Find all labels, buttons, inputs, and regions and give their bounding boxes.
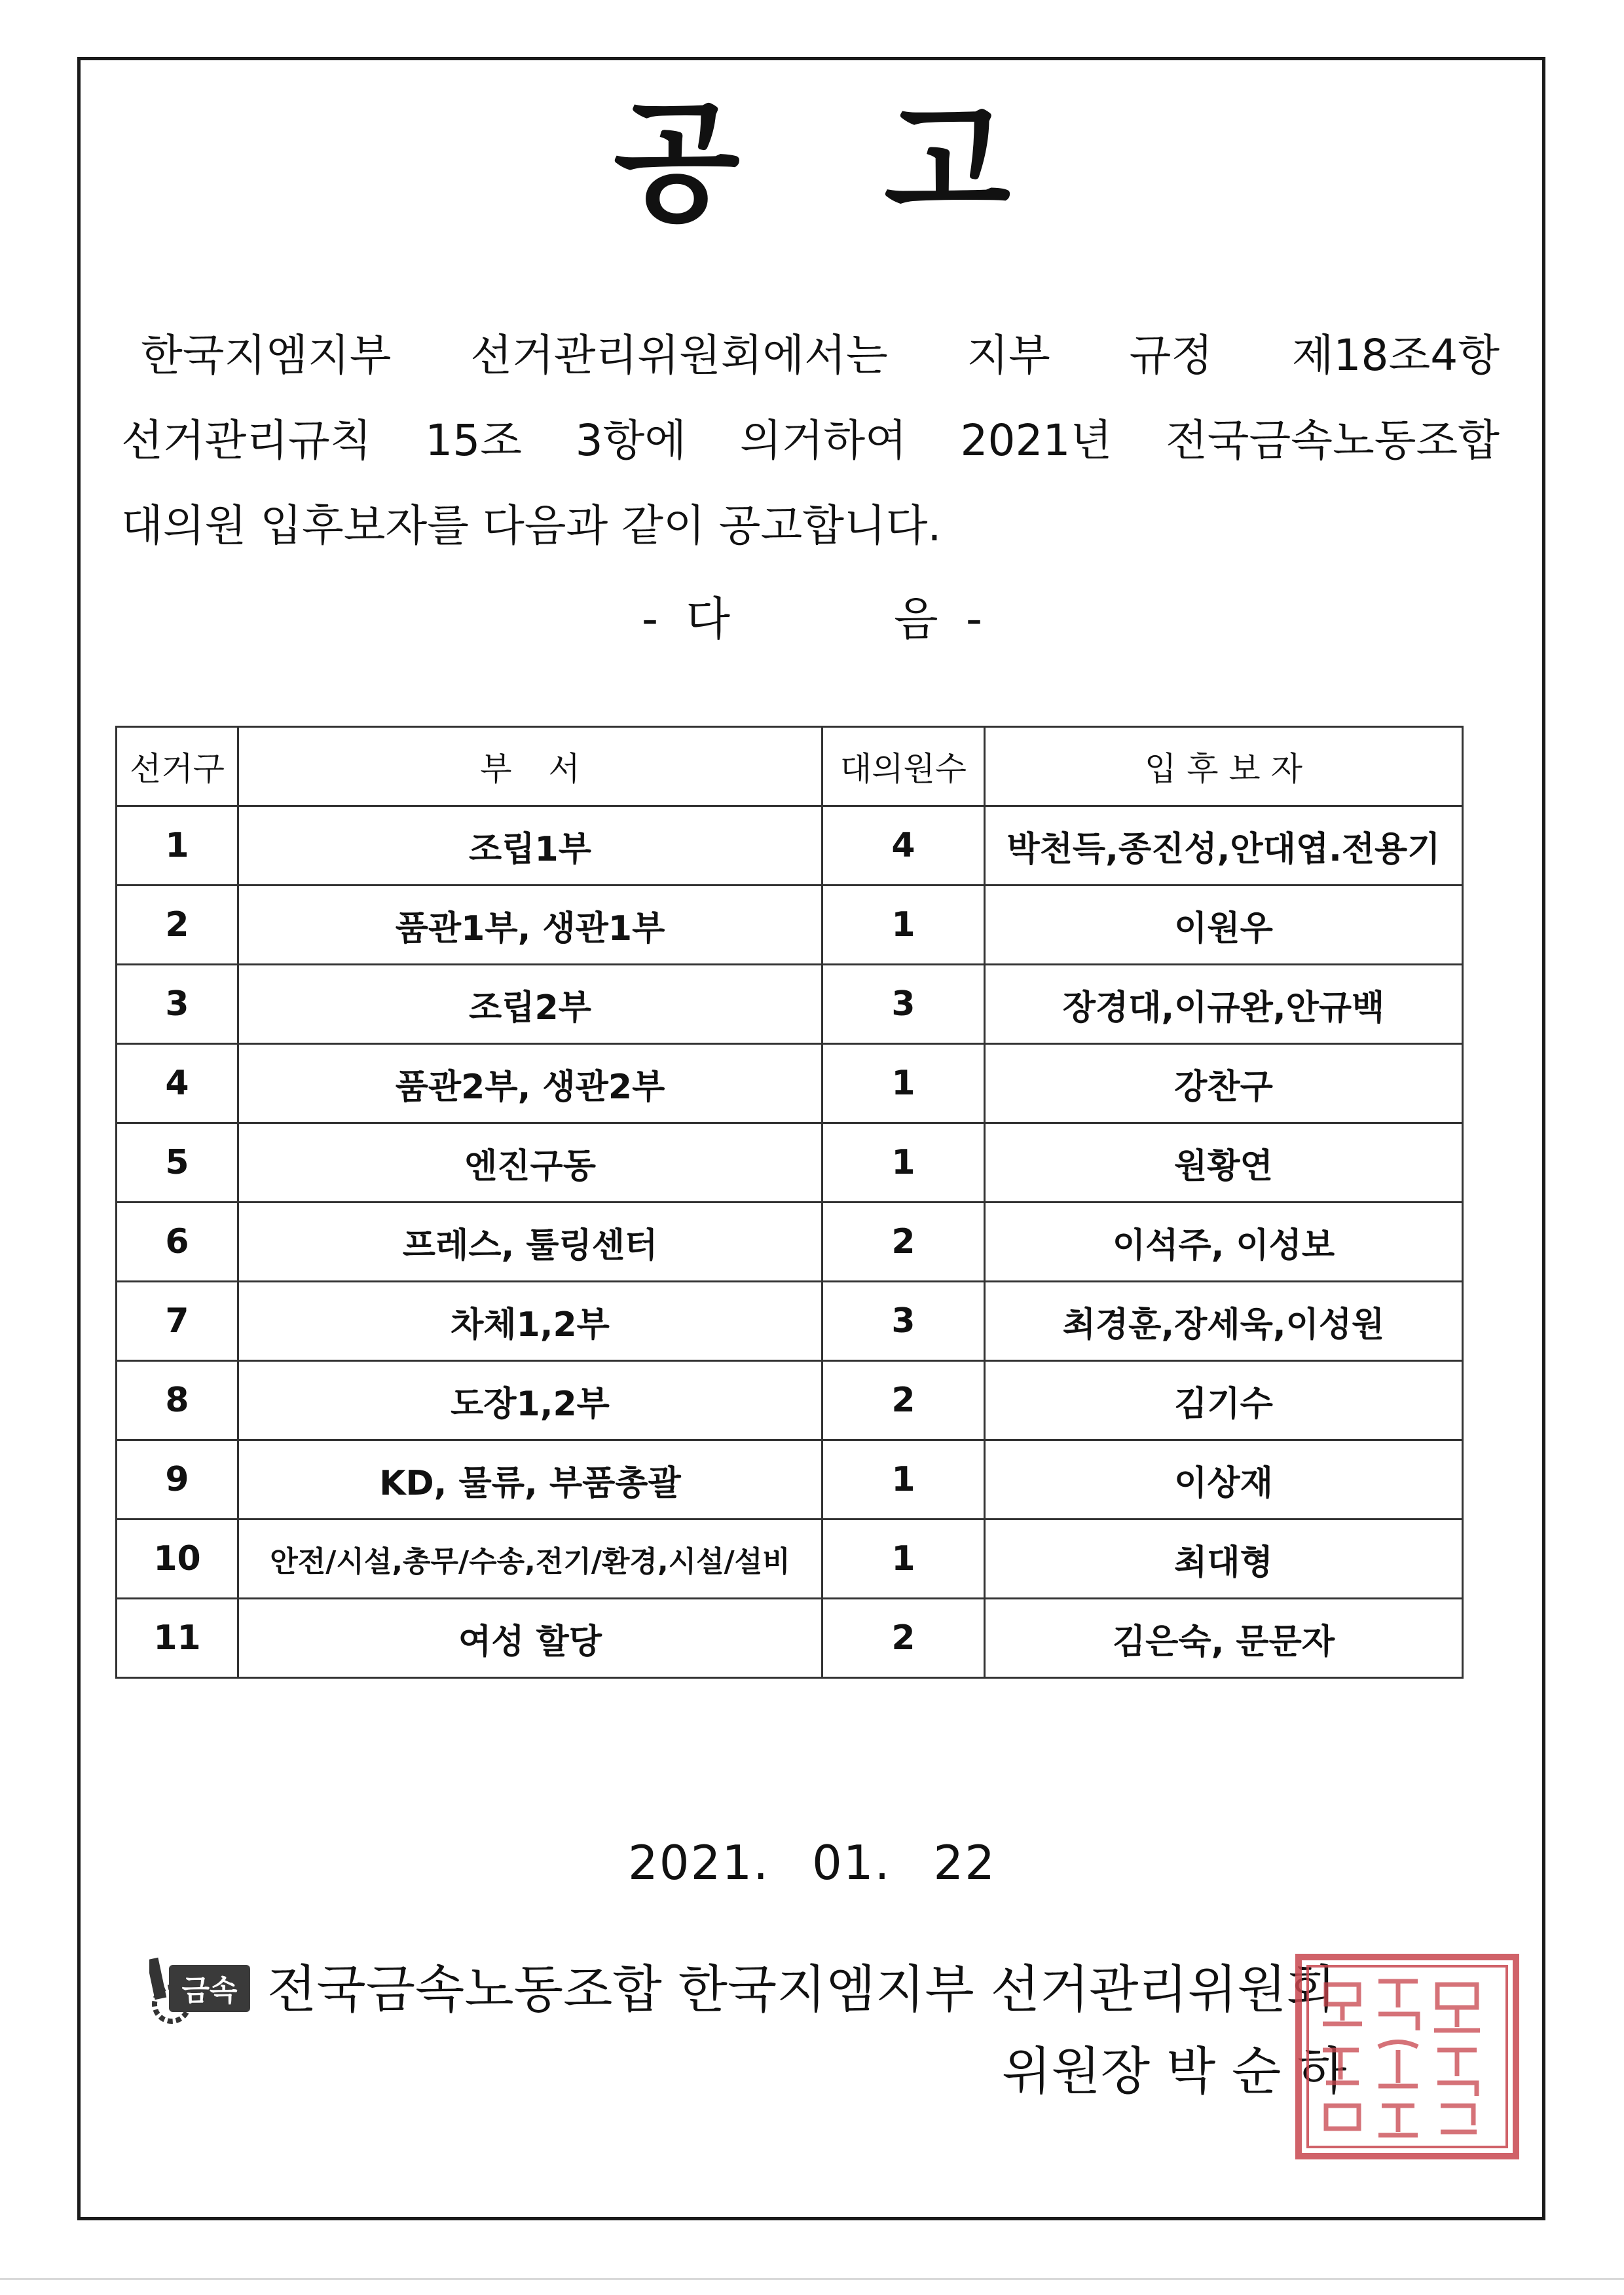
cell-district: 11 bbox=[117, 1599, 238, 1678]
cell-candidates: 김은숙, 문문자 bbox=[985, 1599, 1463, 1678]
cell-delegate-count: 2 bbox=[822, 1361, 985, 1440]
cell-department: 품관1부, 생관1부 bbox=[238, 886, 822, 965]
title-char-2: 고 bbox=[884, 87, 1011, 240]
candidate-table bbox=[115, 726, 1464, 1679]
subhead-left: - 다 bbox=[641, 592, 730, 646]
table-row bbox=[117, 1044, 1463, 1123]
cell-delegate-count: 2 bbox=[822, 1599, 985, 1678]
cell-department: 조립2부 bbox=[238, 965, 822, 1044]
notice-title bbox=[0, 87, 1624, 240]
cell-district: 1 bbox=[117, 806, 238, 886]
table-row bbox=[117, 1599, 1463, 1678]
cell-delegate-count: 3 bbox=[822, 965, 985, 1044]
cell-district: 5 bbox=[117, 1123, 238, 1203]
cell-district: 6 bbox=[117, 1203, 238, 1282]
cell-district: 10 bbox=[117, 1520, 238, 1599]
cell-department: 조립1부 bbox=[238, 806, 822, 886]
organization-line bbox=[149, 1950, 1336, 2029]
cell-district: 9 bbox=[117, 1440, 238, 1520]
table-row bbox=[117, 965, 1463, 1044]
cell-department: 안전/시설,총무/수송,전기/환경,시설/설비 bbox=[238, 1520, 822, 1599]
subheading-next bbox=[0, 592, 1624, 646]
cell-delegate-count: 2 bbox=[822, 1203, 985, 1282]
header-department: 부 서 bbox=[238, 727, 822, 806]
table-row bbox=[117, 1520, 1463, 1599]
header-delegate-count: 대의원수 bbox=[822, 727, 985, 806]
table-row bbox=[117, 886, 1463, 965]
notice-body bbox=[121, 313, 1500, 569]
cell-candidates: 장경대,이규완,안규백 bbox=[985, 965, 1463, 1044]
cell-district: 2 bbox=[117, 886, 238, 965]
table-row bbox=[117, 806, 1463, 886]
cell-candidates: 이상재 bbox=[985, 1440, 1463, 1520]
chairperson-name: 위원장 박 순 하 bbox=[1002, 2042, 1347, 2101]
cell-department: 프레스, 툴링센터 bbox=[238, 1203, 822, 1282]
cell-candidates: 최경훈,장세욱,이성원 bbox=[985, 1282, 1463, 1361]
scan-edge-line bbox=[0, 2278, 1624, 2280]
cell-department: 품관2부, 생관2부 bbox=[238, 1044, 822, 1123]
header-district: 선거구 bbox=[117, 727, 238, 806]
cell-candidates: 최대형 bbox=[985, 1520, 1463, 1599]
cell-candidates: 이원우 bbox=[985, 886, 1463, 965]
table-row bbox=[117, 1203, 1463, 1282]
organization-name: 전국금속노동조합 한국지엠지부 선거관리위원회 bbox=[267, 1960, 1336, 2019]
table-row bbox=[117, 1361, 1463, 1440]
cell-department: 도장1,2부 bbox=[238, 1361, 822, 1440]
table-row bbox=[117, 1282, 1463, 1361]
body-line-2: 선거관리규칙 15조 3항에 의거하여 2021년 전국금속노동조합 bbox=[121, 415, 1500, 466]
cell-department: 차체1,2부 bbox=[238, 1282, 822, 1361]
cell-candidates: 김기수 bbox=[985, 1361, 1463, 1440]
cell-candidates: 이석주, 이성보 bbox=[985, 1203, 1463, 1282]
cell-candidates: 박천득,종진성,안대엽.전용기 bbox=[985, 806, 1463, 886]
body-line-1: 한국지엠지부 선거관리위원회에서는 지부 규정 제18조4항 bbox=[141, 330, 1500, 381]
body-line-3: 대의원 입후보자를 다음과 같이 공고합니다. bbox=[121, 500, 942, 551]
table-row bbox=[117, 1440, 1463, 1520]
cell-candidates: 강찬구 bbox=[985, 1044, 1463, 1123]
table-row bbox=[117, 1123, 1463, 1203]
cell-department: KD, 물류, 부품총괄 bbox=[238, 1440, 822, 1520]
table-header-row bbox=[117, 727, 1463, 806]
cell-delegate-count: 4 bbox=[822, 806, 985, 886]
cell-delegate-count: 1 bbox=[822, 1440, 985, 1520]
cell-delegate-count: 1 bbox=[822, 886, 985, 965]
cell-candidates: 원황연 bbox=[985, 1123, 1463, 1203]
notice-date: 2021. 01. 22 bbox=[627, 1835, 996, 1890]
cell-delegate-count: 3 bbox=[822, 1282, 985, 1361]
cell-delegate-count: 1 bbox=[822, 1520, 985, 1599]
title-char-1: 공 bbox=[613, 87, 740, 240]
official-seal-icon bbox=[1293, 1952, 1521, 2161]
cell-department: 엔진구동 bbox=[238, 1123, 822, 1203]
cell-district: 3 bbox=[117, 965, 238, 1044]
header-candidates: 입 후 보 자 bbox=[985, 727, 1463, 806]
cell-department: 여성 할당 bbox=[238, 1599, 822, 1678]
cell-district: 4 bbox=[117, 1044, 238, 1123]
cell-delegate-count: 1 bbox=[822, 1044, 985, 1123]
cell-district: 8 bbox=[117, 1361, 238, 1440]
svg-text:금속: 금속 bbox=[181, 1974, 238, 2007]
union-logo-icon bbox=[149, 1953, 254, 2026]
cell-district: 7 bbox=[117, 1282, 238, 1361]
cell-delegate-count: 1 bbox=[822, 1123, 985, 1203]
subhead-right: 음 - bbox=[894, 592, 983, 646]
